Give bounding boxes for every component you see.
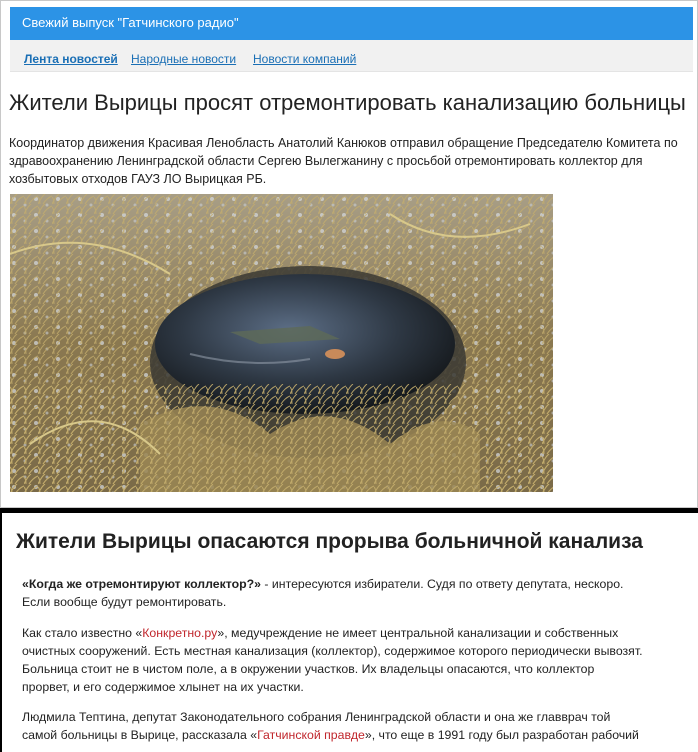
source-prefix: Как стало известно «: [22, 626, 143, 640]
lead-line-3: хозбытовых отходов ГАУЗ ЛО Вырицкая РБ.: [9, 172, 267, 186]
deputy-suffix: », что еще в 1991 году был разработан рабочий: [364, 728, 639, 742]
news-tabs: [10, 40, 693, 72]
quote-close: »: [254, 577, 261, 591]
paragraph-deputy-line-1: Людмила Тептина, депутат Законодательного собрания Ленинградской области и она же главврач той: [22, 710, 611, 724]
article-title: Жители Вырицы опасаются прорыва больничной канализа: [16, 530, 643, 553]
paragraph-source-line-4: прорвет, и его содержимое хлынет на их участки.: [22, 680, 304, 694]
gatchina-pravda-link[interactable]: Гатчинской правде: [257, 728, 365, 742]
source-suffix: », медучреждение не имеет центральной канализации и собственных: [217, 626, 619, 640]
paragraph-source-line-2: очистных сооружений. Есть местная канализация (коллектор), содержимое которого периодически вывозят.: [22, 644, 643, 658]
paragraph-source: [22, 624, 676, 696]
paragraph-deputy-line-2: [22, 726, 676, 744]
paragraph-source-line-3: Больница стоит не в чистом поле, а в окружении участков. Их владельцы опасаются, что коллектор: [22, 662, 595, 676]
paragraph-deputy: [22, 708, 676, 744]
radio-banner-title[interactable]: Свежий выпуск "Гатчинского радио": [22, 15, 239, 30]
paragraph-quote: [22, 575, 676, 611]
radio-banner[interactable]: [10, 7, 693, 40]
deputy-prefix: самой больницы в Вырице, рассказала «: [22, 728, 258, 742]
quote-text: Когда же отремонтируют коллектор?: [28, 577, 255, 591]
quote-open: «: [22, 577, 29, 591]
quote-rest: - интересуются избиратели. Судя по ответу депутата, нескоро.: [260, 577, 624, 591]
article-photo: [10, 194, 553, 492]
paragraph-source-line-1: [22, 624, 676, 642]
konkretno-link[interactable]: Конкретно.ру: [142, 626, 218, 640]
lead-line-1: Координатор движения Красивая Ленобласть Анатолий Канюков отправил обращение Председателю Комитета по: [9, 136, 678, 150]
paragraph-quote-line-2: Если вообще будут ремонтировать.: [22, 595, 227, 609]
lead-line-2: здравоохранению Ленинградской области Сергею Вылегжанину с просьбой отремонтировать коллектор для: [9, 154, 643, 168]
tab-company-news[interactable]: Новости компаний: [253, 52, 357, 66]
article-panel-bottom: [2, 513, 698, 752]
tab-people-news[interactable]: Народные новости: [131, 52, 237, 66]
page-title: Жители Вырицы просят отремонтировать канализацию больницы: [9, 90, 686, 115]
sewage-manhole-photo: [10, 194, 553, 492]
tab-news-feed[interactable]: Лента новостей: [24, 52, 118, 66]
paragraph-quote-line-1: [22, 575, 676, 593]
article-lead: [9, 134, 689, 188]
